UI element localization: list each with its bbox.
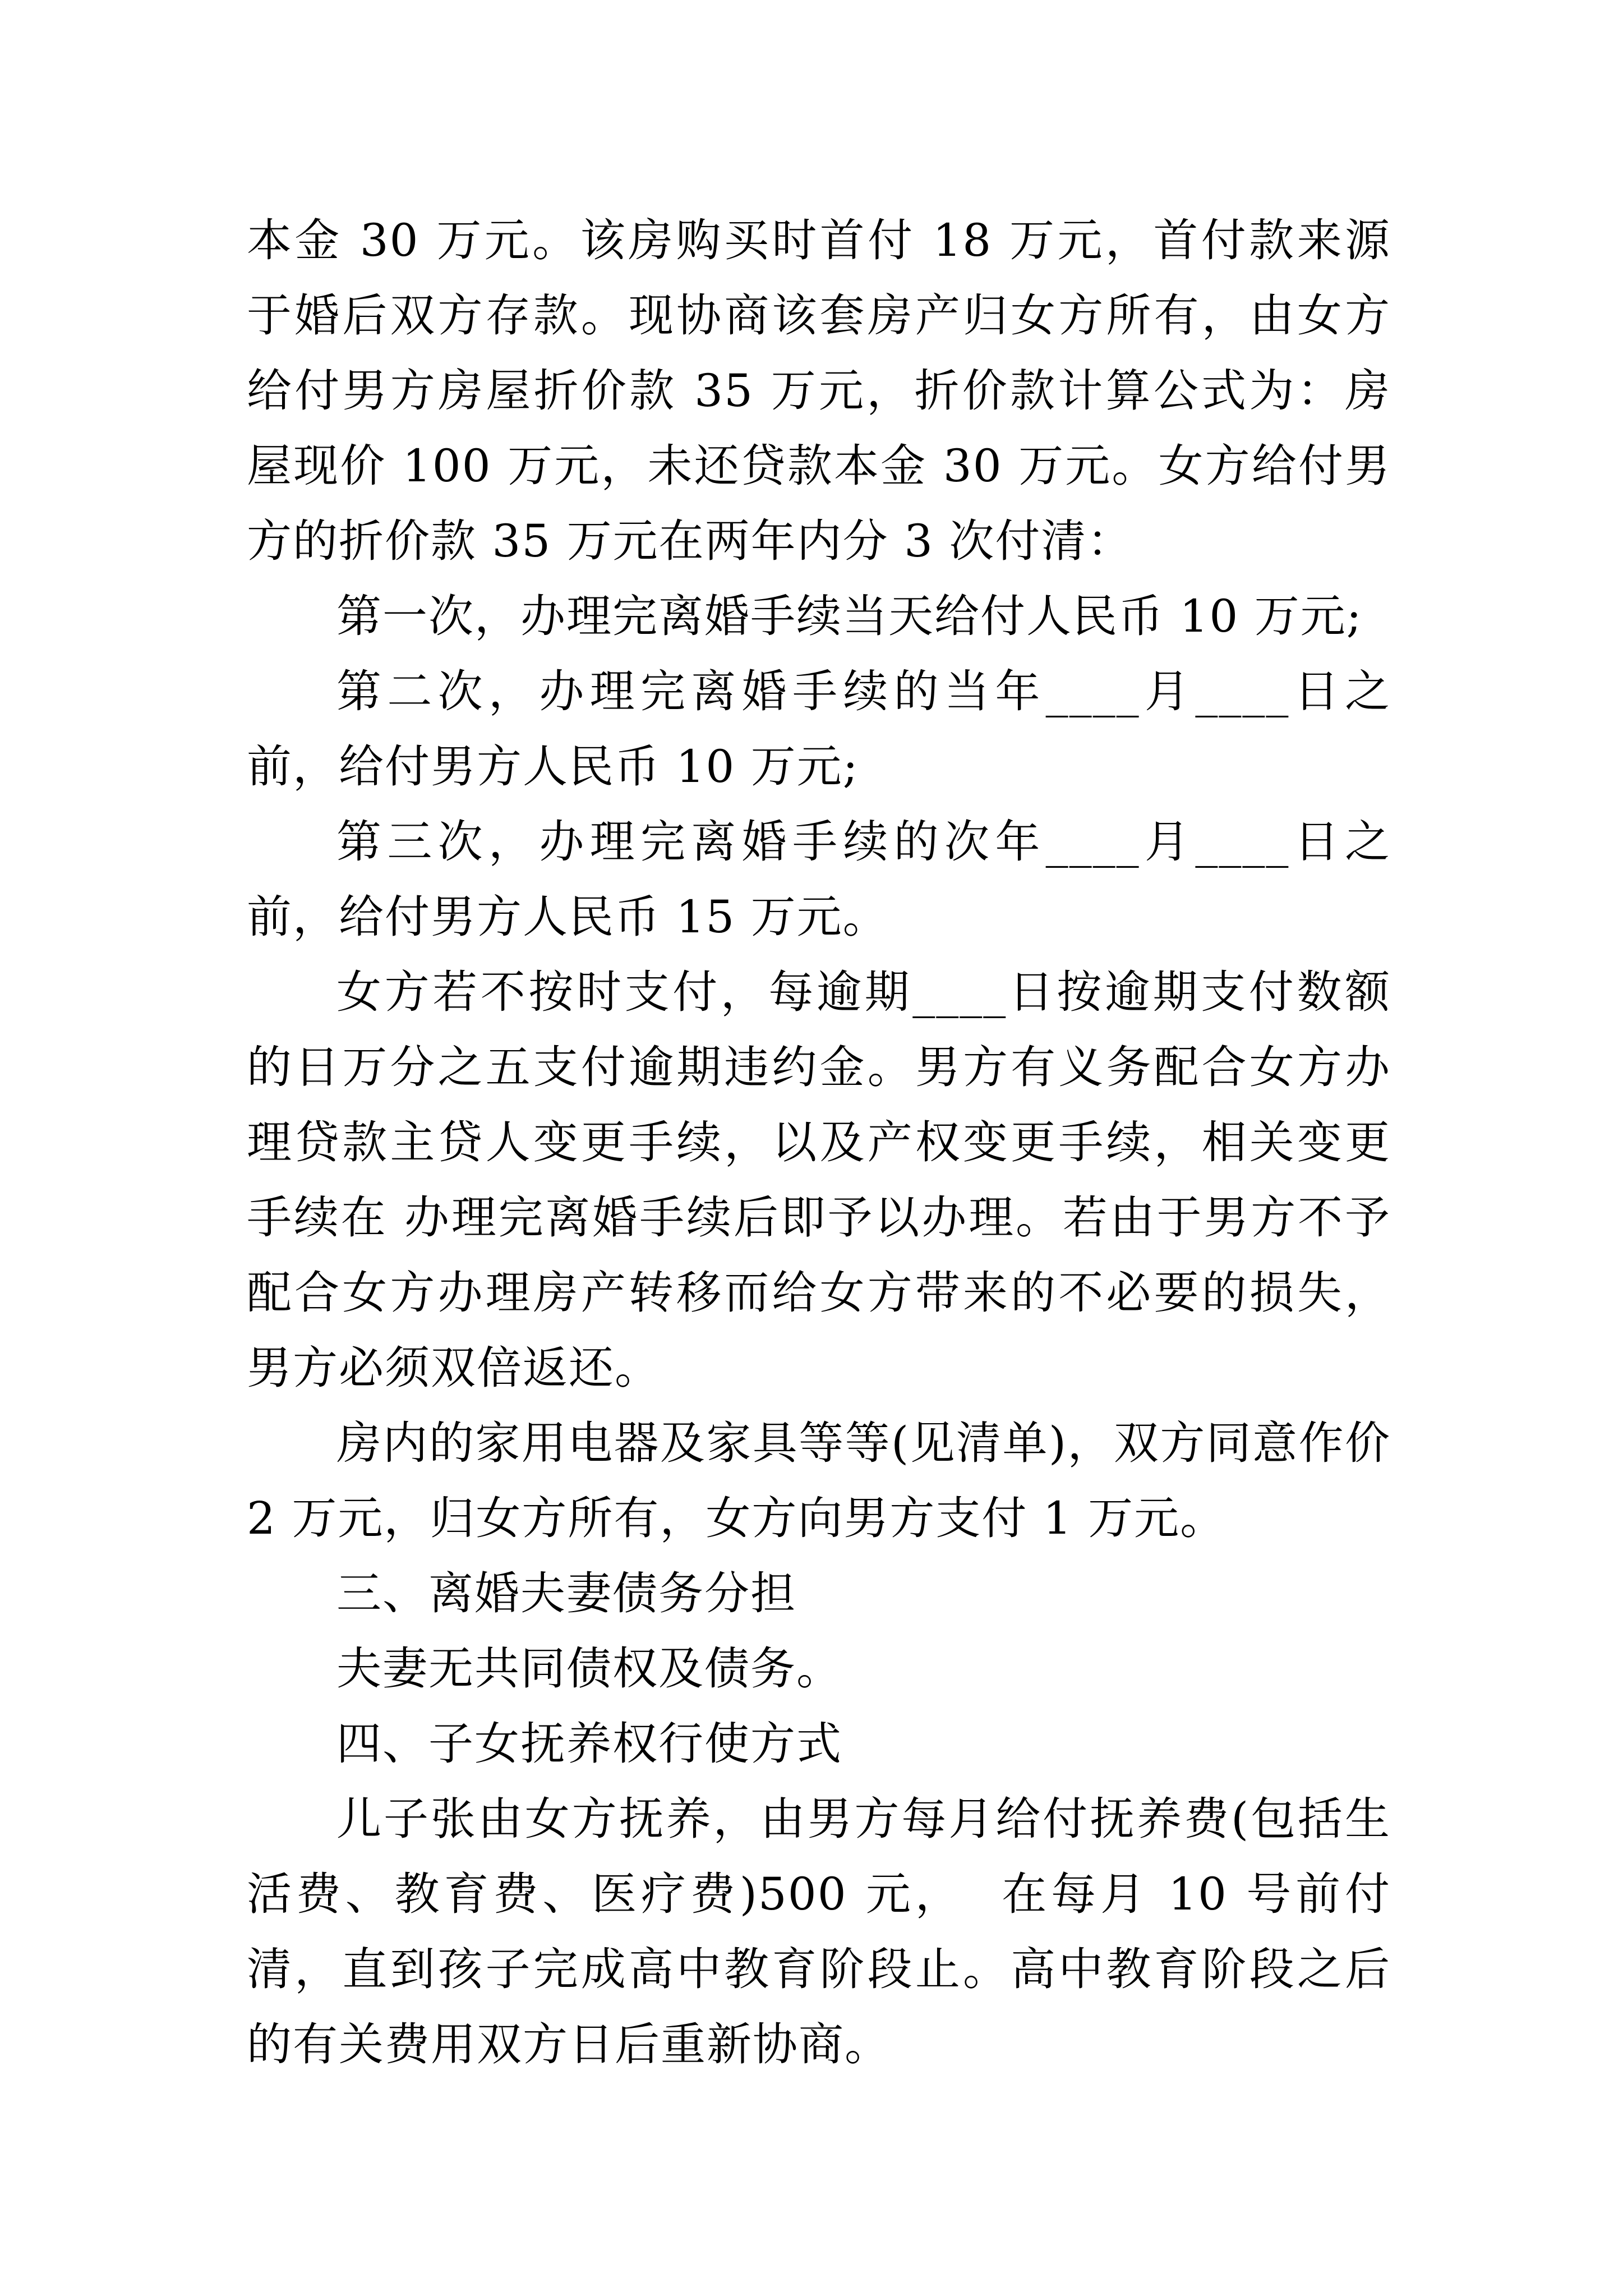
paragraph-first-installment: 第一次，办理完离婚手续当天给付人民币 10 万元; [336, 590, 1363, 642]
document-body [247, 203, 1407, 2082]
paragraph-no-debt: 夫妻无共同债权及债务。 [336, 1642, 842, 1695]
paragraph-child-support: 儿子张由女方抚养，由男方每月给付抚养费(包括生活费、教育费、医疗费)500 元， 在每月 10 号前付清，直到孩子完成高中教育阶段止。高中教育阶段之后的有关费用双方日后重新协商。 [247, 1793, 1391, 2070]
paragraph-third-installment: 第三次，办理完离婚手续的次年____月____日之前，给付男方人民币 15 万元。 [247, 816, 1391, 943]
paragraph-second-installment: 第二次，办理完离婚手续的当年____月____日之前，给付男方人民币 10 万元; [247, 665, 1391, 793]
heading-custody: 四、子女抚养权行使方式 [336, 1718, 842, 1770]
paragraph-furniture: 房内的家用电器及家具等等(见清单)，双方同意作价 2 万元，归女方所有，女方向男方支付 1 万元。 [247, 1417, 1407, 1544]
paragraph-house-payment: 本金 30 万元。该房购买时首付 18 万元，首付款来源于婚后双方存款。现协商该套房产归女方所有，由女方给付男方房屋折价款 35 万元，折价款计算公式为：房屋现价 100 万元，未还贷款本金 30 万元。女方给付男方的折价款 35 万元在两年内分 3 次付清： [247, 214, 1391, 567]
heading-debt-division: 三、离婚夫妻债务分担 [336, 1567, 796, 1619]
paragraph-late-payment: 女方若不按时支付，每逾期____日按逾期支付数额的日万分之五支付逾期违约金。男方有义务配合女方办理贷款主贷人变更手续，以及产权变更手续，相关变更手续在 办理完离婚手续后即予以办理。若由于男方不予配合女方办理房产转移而给女方带来的不必要的损失，男方必须双倍返还。 [247, 966, 1391, 1394]
